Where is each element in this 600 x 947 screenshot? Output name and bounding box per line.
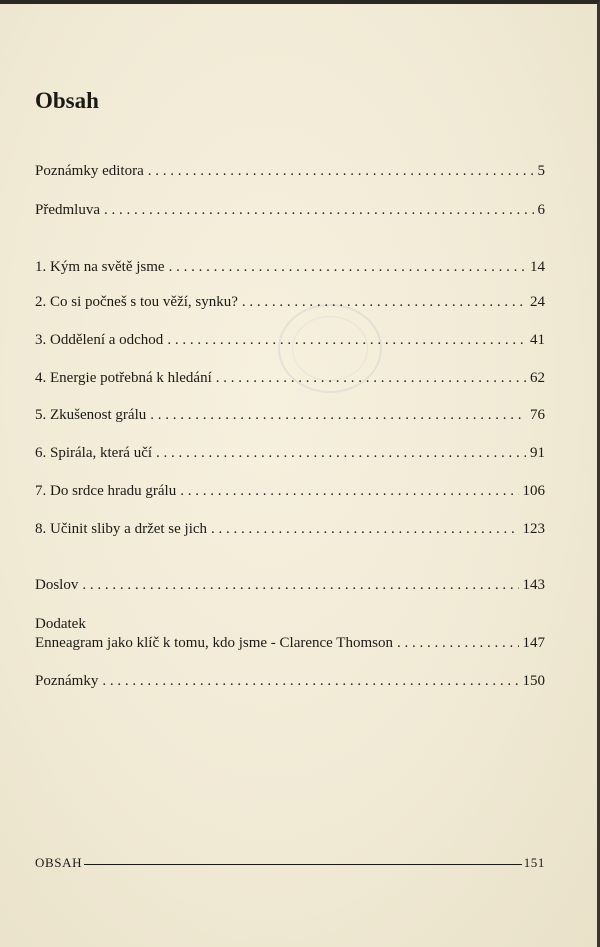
dot-leader	[211, 519, 518, 539]
toc-entry-label: 2. Co si počneš s tou věží, synku?	[35, 294, 238, 310]
toc-entry-chapter-7	[35, 481, 545, 501]
toc-entry-poznamky	[35, 671, 545, 691]
toc-entry-label: 3. Oddělení a odchod	[35, 332, 164, 348]
toc-entry-chapter-6	[35, 443, 545, 463]
toc-entry-page: 6	[537, 202, 545, 218]
appendix-heading: Dodatek	[35, 616, 86, 632]
toc-entry-label: Předmluva	[35, 202, 100, 218]
toc-entry-page: 41	[530, 332, 545, 348]
dot-leader	[180, 481, 518, 501]
toc-entry-page: 14	[530, 259, 545, 275]
dot-leader	[150, 405, 526, 425]
toc-entry-appendix-enneagram	[35, 633, 545, 653]
footer-rule	[84, 864, 522, 865]
dot-leader	[148, 161, 534, 181]
toc-entry-page: 147	[522, 635, 545, 651]
dot-leader	[397, 633, 519, 653]
toc-entry-page: 123	[522, 521, 545, 537]
toc-entry-predmluva	[35, 200, 545, 220]
toc-entry-label: Enneagram jako klíč k tomu, kdo jsme - Clarence Thomson	[35, 635, 393, 651]
toc-entry-page: 5	[537, 163, 545, 179]
toc-entry-chapter-8	[35, 519, 545, 539]
toc-entry-chapter-5	[35, 405, 545, 425]
toc-entry-chapter-3	[35, 330, 545, 350]
toc-entry-label: Poznámky editora	[35, 163, 144, 179]
page-title: Obsah	[35, 88, 99, 113]
toc-entry-label: 4. Energie potřebná k hledání	[35, 370, 212, 386]
toc-entry-page: 62	[530, 370, 545, 386]
toc-entry-label: Doslov	[35, 577, 79, 593]
toc-entry-page: 143	[522, 577, 545, 593]
toc-entry-page: 91	[530, 445, 545, 461]
toc-entry-chapter-2	[35, 292, 545, 312]
footer-page-number: 151	[523, 855, 545, 870]
toc-entry-chapter-4	[35, 368, 545, 388]
dot-leader	[216, 368, 526, 388]
toc-entry-page: 76	[530, 407, 545, 423]
toc-entry-page: 106	[522, 483, 545, 499]
dot-leader	[82, 575, 518, 595]
dot-leader	[102, 671, 518, 691]
toc-entry-poznamky-editora	[35, 161, 545, 181]
toc-entry-label: 5. Zkušenost grálu	[35, 407, 147, 423]
toc-entry-chapter-1	[35, 257, 545, 277]
dot-leader	[167, 330, 526, 350]
toc-entry-label: 1. Kým na světě jsme	[35, 259, 165, 275]
page-footer	[35, 854, 545, 872]
toc-entry-label: 8. Učinit sliby a držet se jich	[35, 521, 208, 537]
dot-leader	[169, 257, 526, 277]
toc-entry-label: 7. Do srdce hradu grálu	[35, 483, 177, 499]
toc-entry-label: 6. Spirála, která učí	[35, 445, 153, 461]
dot-leader	[156, 443, 526, 463]
toc-entry-label: Poznámky	[35, 673, 99, 689]
toc-entry-page: 24	[530, 294, 545, 310]
toc-entry-page: 150	[522, 673, 545, 689]
dot-leader	[104, 200, 534, 220]
footer-section-label: OBSAH	[35, 855, 83, 870]
dot-leader	[242, 292, 526, 312]
toc-entry-doslov	[35, 575, 545, 595]
